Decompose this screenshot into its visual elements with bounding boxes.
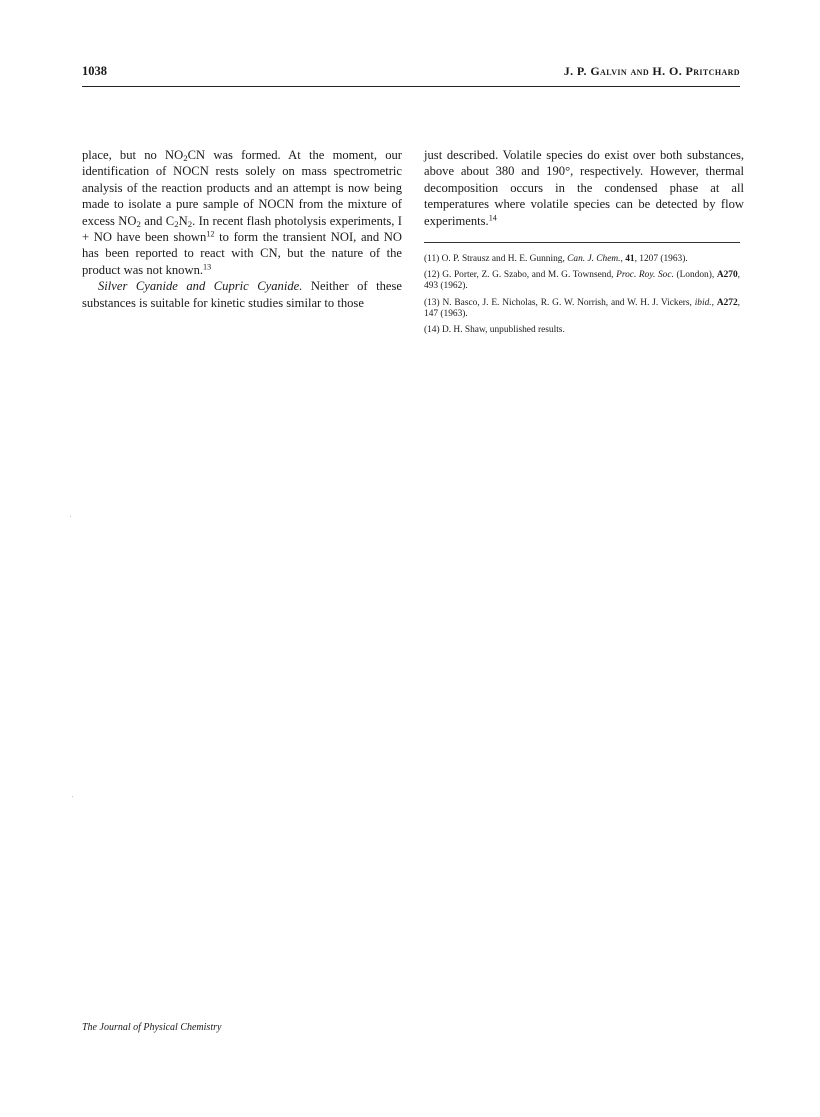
citation-13: 13 [203,262,212,272]
section-heading: Silver Cyanide and Cupric Cyanide. [98,279,303,294]
scan-speck [72,796,73,797]
reference-item: (14) D. H. Shaw, unpublished results. [424,325,565,336]
journal-footer: The Journal of Physical Chemistry [82,1022,222,1033]
body-paragraph: Silver Cyanide and Cupric Cyanide. Neither of these substances is suitable for kinetic studies similar to those [82,279,402,310]
running-head-authors: J. P. Galvin and H. O. Pritchard [563,64,740,78]
reference-item: (13) N. Basco, J. E. Nicholas, R. G. W. Norrish, and W. H. J. Vickers, ibid., A272, 147 (1963). [424,297,741,319]
reference-item: (12) G. Porter, Z. G. Szabo, and M. G. Townsend, Proc. Roy. Soc. (London), A270, 493 (1962). [424,270,740,292]
left-column [82,147,402,311]
right-column [424,147,744,229]
references-rule [424,242,740,243]
body-paragraph: place, but no $NO_2CN$ was formed. At the moment, our identification of NOCN rests solely on mass spectrometric analysis of the reaction products and an attempt is now being made to isolate a pure sample of NOCN from the mixture of excess $NO_2$ and $C_2N_2$. In recent flash photolysis experiments, I + NO have been shown$^{12}$ to form the transient NOI, and NO has been reported to react with CN, but the nature of the product was not known.$^{13}$ [82,148,402,277]
page-number: 1038 [82,64,107,78]
reference-item: (11) O. P. Strausz and H. E. Gunning, Can. J. Chem., 41, 1207 (1963). [424,254,688,264]
page-header [82,64,740,82]
citation-14: 14 [488,213,497,223]
header-rule [82,86,740,87]
scan-speck [70,516,71,517]
body-paragraph: just described. Volatile species do exist over both substances, above about 380 and 190°, respectively. However, thermal decomposition occurs in the condensed phase at all temperatures where volatile species can be detected by flow experiments.$^{14}$ [424,148,744,228]
citation-12: 12 [206,229,215,239]
references-list [424,254,740,341]
